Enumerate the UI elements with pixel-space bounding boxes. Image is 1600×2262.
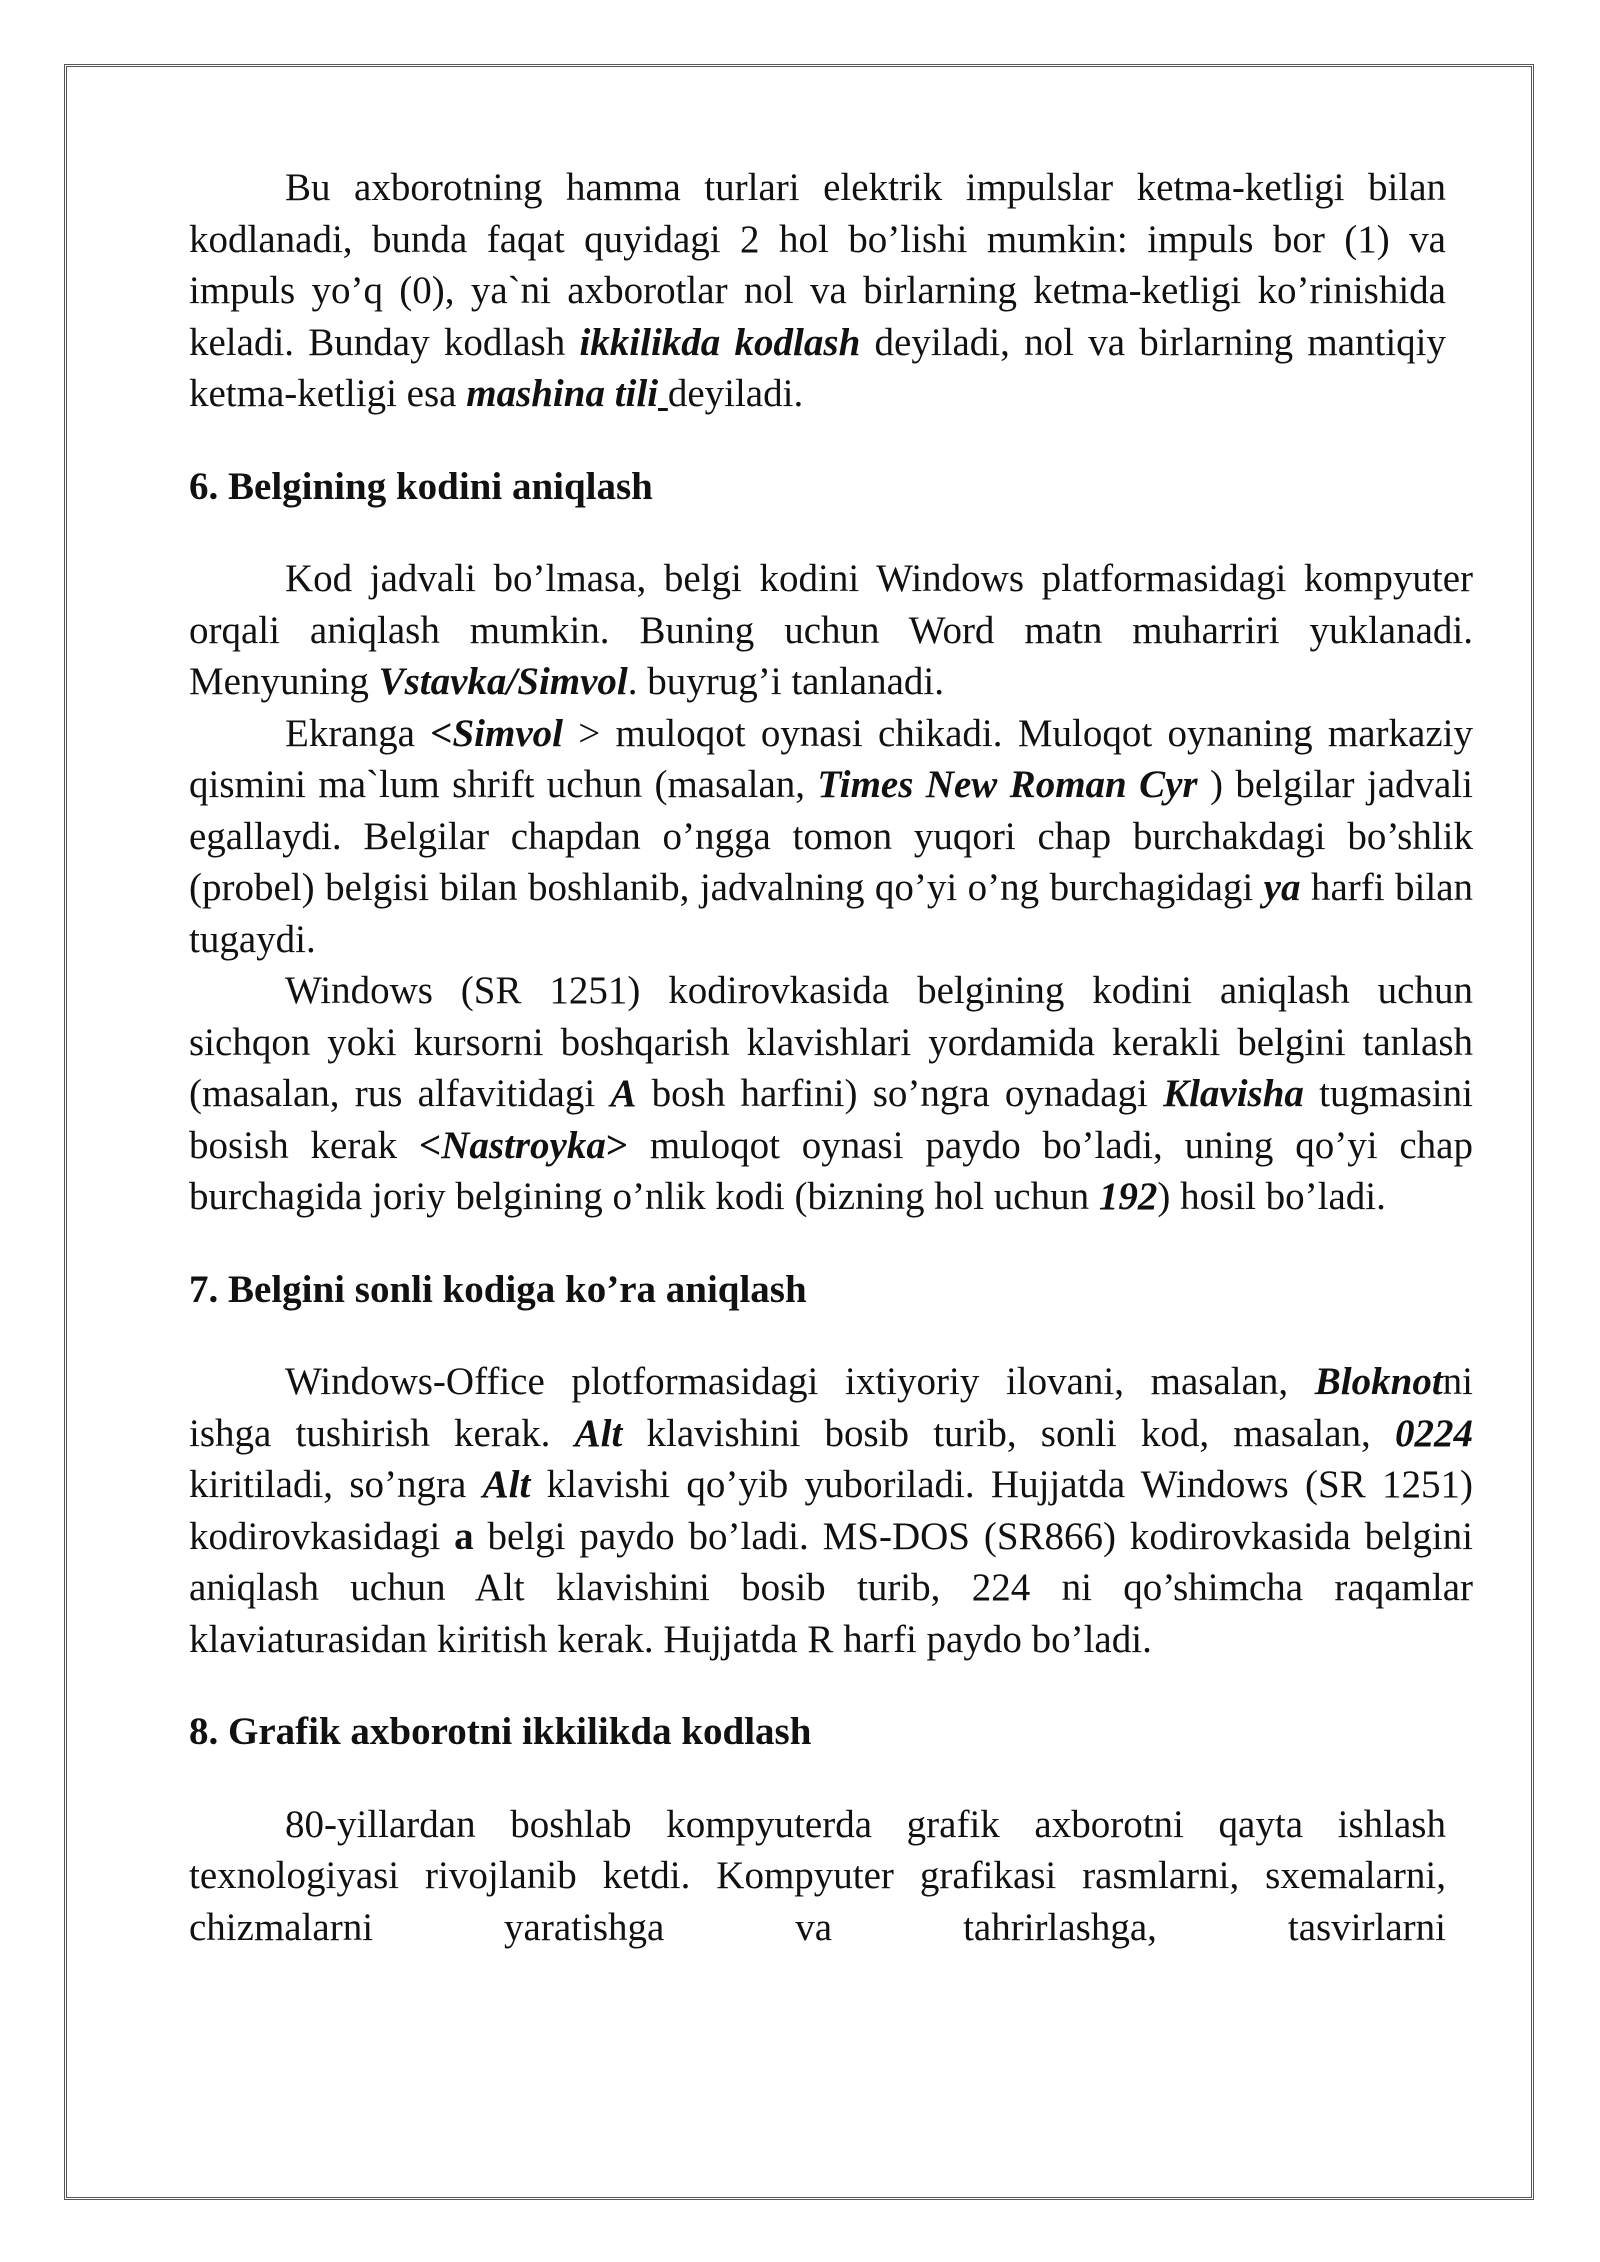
text: klavishini bosib turib, sonli kod, masalan,: [622, 1411, 1395, 1455]
text: belgi paydo bo’ladi. MS-DOS (SR866) kodirovkasida belgini aniqlash uchun Alt klavishini bosib turib, 224 ni qo’shimcha raqamlar klaviaturasidan kiritish kerak. Hujjatda R harfi paydo bo’ladi.: [189, 1514, 1473, 1661]
term-ikkilikda-kodlash: ikkilikda kodlash: [579, 320, 861, 364]
section-8-heading: 8. Grafik axborotni ikkilikda kodlash: [189, 1710, 812, 1753]
text: bosh harfini) so’ngra oynadagi: [636, 1072, 1164, 1115]
intro-text-3: deyiladi.: [667, 372, 804, 415]
intro-text-2: deyiladi, nol va birlarning mantiqiy ketma-ketligi esa: [189, 320, 1447, 415]
term-mashina-tili: mashina tili: [466, 372, 659, 415]
text: > muloqot oynasi chikadi. Muloqot oynaning markaziy qismini ma`lum shrift uchun (masalan,: [189, 711, 1473, 806]
term-ya: ya: [1263, 866, 1301, 909]
text: Ekranga: [285, 711, 431, 755]
text: ni ishga tushirish kerak.: [189, 1360, 1473, 1455]
term-letter-a-bold: a: [454, 1514, 474, 1558]
text: . buyrug’i tanlanadi.: [627, 660, 945, 703]
underlined-space: [658, 372, 668, 415]
intro-paragraph: [189, 162, 1446, 420]
text: kiritiladi, so’ngra: [189, 1463, 483, 1506]
text: ) hosil bo’ladi.: [1157, 1175, 1386, 1218]
term-simvol: <Simvol: [430, 711, 563, 755]
section-7-paragraph-1: [189, 1356, 1473, 1665]
text: muloqot oynasi paydo bo’ladi, uning qo’yi chap burchagida joriy belgining o’nlik kodi (bizning hol uchun: [189, 1123, 1473, 1218]
section-7-heading: 7. Belgini sonli kodiga ko’ra aniqlash: [189, 1267, 807, 1311]
term-font-name: Times New Roman Cyr: [817, 763, 1198, 806]
term-klavisha: Klavisha: [1163, 1072, 1304, 1115]
text: ) belgilar jadvali egallaydi. Belgilar chapdan o’ngga tomon yuqori chap burchakdagi bo’shlik (probel) belgisi bilan boshlanib, jadvalning qo’yi o’ng burchagidagi: [189, 763, 1473, 909]
term-vstavka-simvol: Vstavka/Simvol: [378, 660, 628, 703]
term-nastroyka: Nastroyka: [441, 1123, 606, 1167]
section-6-paragraph-1: [189, 553, 1473, 708]
term-bloknot: Bloknot: [1314, 1360, 1443, 1403]
section-6-paragraph-2: [189, 708, 1473, 966]
intro-text-1: Bu axborotning hamma turlari elektrik impulslar ketma-ketligi bilan kodlanadi, bunda faqat quyidagi 2 hol bo’lishi mumkin: impuls bor (1) va impuls yo’q (0), ya`ni axborotlar nol va birlarning ketma-ketligi ko’rinishida keladi. Bunday kodlash: [189, 166, 1446, 364]
bracket: >: [605, 1123, 629, 1167]
document-body: [189, 162, 1473, 1953]
text: klavishi qo’yib yuboriladi. Hujjatda Windows (SR 1251) kodirovkasidagi: [189, 1463, 1474, 1558]
term-code-192: 192: [1098, 1175, 1158, 1218]
text: tugmasini bosish kerak: [189, 1072, 1473, 1167]
text: Kod jadvali bo’lmasa, belgi kodini Windows platformasidagi kompyuter orqali aniqlash mumkin. Buning uchun Word matn muharriri yuklanadi. Menyuning: [189, 557, 1473, 703]
term-alt: Alt: [482, 1463, 531, 1506]
section-8-paragraph-1: [189, 1799, 1446, 1954]
text: harfi bilan tugaydi.: [189, 866, 1473, 961]
bracket: <: [418, 1123, 442, 1167]
text: Windows-Office plotformasidagi ixtiyoriy ilovani, masalan,: [285, 1360, 1315, 1403]
text: 80-yillardan boshlab kompyuterda grafik axborotni qayta ishlash texnologiyasi rivojlanib ketdi. Kompyuter grafikasi rasmlarni, sxemalarni, chizmalarni yaratishga va tahrirlashga, tasvirlarni: [189, 1802, 1446, 1949]
term-alt: Alt: [574, 1411, 623, 1455]
text: Windows (SR 1251) kodirovkasida belgining kodini aniqlash uchun sichqon yoki kursorni boshqarish klavishlari yordamida kerakli belgini tanlash (masalan, rus alfavitidagi: [189, 969, 1473, 1115]
term-letter-a: A: [610, 1072, 637, 1115]
section-6-heading: 6. Belgining kodini aniqlash: [189, 464, 653, 508]
section-6-paragraph-3: [189, 965, 1473, 1223]
term-code-0224: 0224: [1395, 1411, 1473, 1455]
